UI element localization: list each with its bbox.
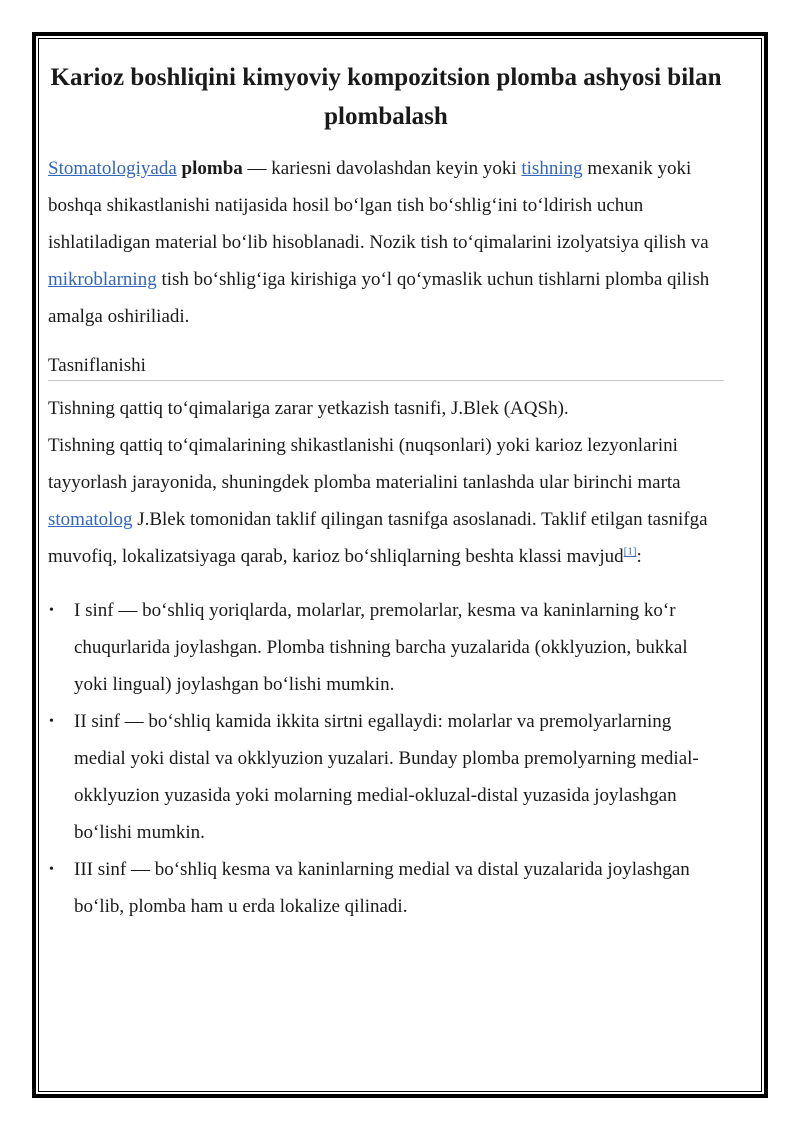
bullet-icon: • [49, 714, 54, 729]
reference-sup [624, 546, 637, 558]
section-heading-tasniflanishi: Tasniflanishi [48, 353, 724, 381]
list-item [48, 592, 724, 703]
intro-paragraph [48, 150, 724, 335]
link-stomatologiyada[interactable]: Stomatologiyada [48, 158, 177, 179]
list-item-text: III sinf — boʻshliq kesma va kaninlarning medial va distal yuzalarida joylashgan boʻlib, plomba ham u erda lokalize qilinadi. [74, 859, 690, 917]
list-item-text: I sinf — boʻshliq yoriqlarda, molarlar, premolarlar, kesma va kaninlarning koʻr chuqurlarida joylashgan. Plomba tishning barcha yuzalarida (okklyuzion, bukkal yoki lingual) joylashgan boʻlishi mumkin. [74, 600, 688, 695]
reference-link-1[interactable]: [1] [623, 545, 637, 558]
classification-intro-paragraph: Tishning qattiq toʻqimalariga zarar yetkazish tasnifi, J.Blek (AQSh). [48, 398, 569, 419]
list-item [48, 851, 724, 925]
link-tishning[interactable]: tishning [521, 158, 583, 179]
classes-list [48, 592, 724, 925]
intro-text-2: mexanik yoki boshqa shikastlanishi natijasida hosil boʻlgan tish boʻshligʻini toʻldirish uchun ishlatiladigan material boʻlib hisoblanadi. Nozik tish toʻqimalarini izolyatsiya qilish va [48, 158, 709, 253]
bullet-icon: • [49, 603, 54, 618]
list-item [48, 703, 724, 851]
link-mikroblarning[interactable]: mikroblarning [48, 269, 157, 290]
classification-detail-paragraph [48, 427, 724, 575]
document-title: Karioz boshliqini kimyoviy kompozitsion plomba ashyosi bilan plombalash [50, 64, 722, 130]
list-item-text: II sinf — boʻshliq kamida ikkita sirtni egallaydi: molarlar va premolyarlarning medial yoki distal va okklyuzion yuzalari. Bunday plomba premolyarning medial-okklyuzion yuzasida yoki molarning medial-okluzal-distal yuzasida joylashgan boʻlishi mumkin. [74, 711, 699, 843]
document-body [48, 58, 724, 925]
intro-text-1: — kariesni davolashdan keyin yoki [242, 158, 522, 179]
bullet-icon: • [49, 862, 54, 877]
para2-text-2: J.Blek tomonidan taklif qilingan tasnifga asoslanadi. Taklif etilgan tasnifga muvofiq, lokalizatsiyaga qarab, karioz boʻshliqlarning beshta klassi mavjud [48, 509, 708, 567]
term-plomba: plomba [181, 158, 243, 179]
para2-text-1: Tishning qattiq toʻqimalarining shikastlanishi (nuqsonlari) yoki karioz lezyonlarini tayyorlash jarayonida, shuningdek plomba materialini tanlashda ular birinchi marta [48, 435, 681, 493]
intro-text-3: tish boʻshligʻiga kirishiga yoʻl qoʻymaslik uchun tishlarni plomba qilish amalga oshiriliadi. [48, 269, 710, 327]
link-stomatolog[interactable]: stomatolog [48, 509, 133, 530]
para2-text-3: : [636, 546, 642, 567]
